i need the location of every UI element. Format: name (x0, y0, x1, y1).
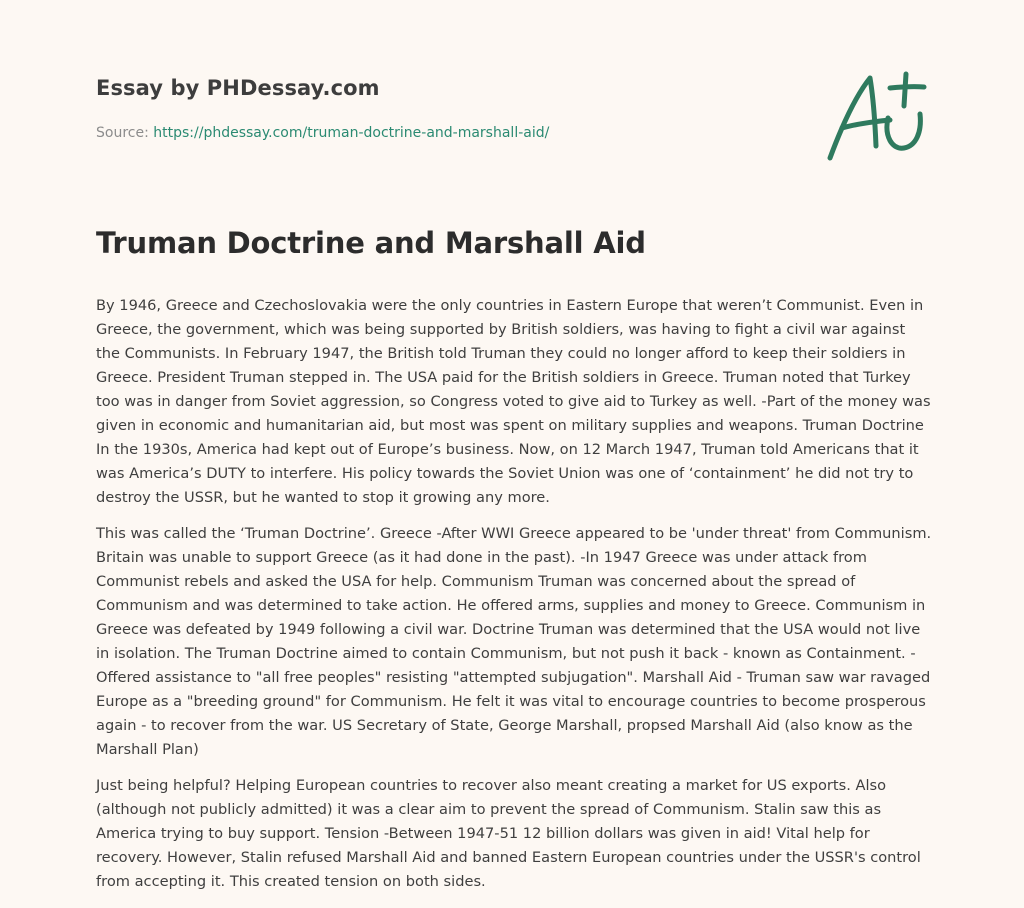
article-title: Truman Doctrine and Marshall Aid (96, 226, 646, 260)
article-body (96, 294, 932, 906)
page-header (96, 76, 928, 141)
source-label: Source: (96, 125, 149, 141)
paragraph-2: This was called the ‘Truman Doctrine’. Greece -After WWI Greece appeared to be 'under threat' from Communism. Britain was unable to support Greece (as it had done in the past). -In 1947 Greece was under attack from Communist rebels and asked the USA for help. Communism Truman was concerned about the spread of Communism and was determined to take action. He offered arms, supplies and money to Greece. Communism in Greece was defeated by 1949 following a civil war. Doctrine Truman was determined that the USA would not live in isolation. The Truman Doctrine aimed to contain Communism, but not push it back - known as Containment. -Offered assistance to "all free peoples" resisting "attempted subjugation". Marshall Aid - Truman saw war ravaged Europe as a "breeding ground" for Communism. He felt it was vital to encourage countries to become prosperous again - to recover from the war. US Secretary of State, George Marshall, propsed Marshall Aid (also know as the Marshall Plan) (96, 525, 932, 758)
a-plus-grade-icon (820, 66, 930, 166)
source-link[interactable]: https://phdessay.com/truman-doctrine-and-marshall-aid/ (153, 125, 550, 141)
paragraph-1: By 1946, Greece and Czechoslovakia were the only countries in Eastern Europe that weren’t Communist. Even in Greece, the government, which was being supported by British soldiers, was having to fight a civil war against the Communists. In February 1947, the British told Truman they could no longer afford to keep their soldiers in Greece. President Truman stepped in. The USA paid for the British soldiers in Greece. Truman noted that Turkey too was in danger from Soviet aggression, so Congress voted to give aid to Turkey as well. -Part of the money was given in economic and humanitarian aid, but most was spent on military supplies and weapons. Truman Doctrine In the 1930s, America had kept out of Europe’s business. Now, on 12 March 1947, Truman told Americans that it was America’s DUTY to interfere. His policy towards the Soviet Union was one of ‘containment’ he did not try to destroy the USSR, but he wanted to stop it growing any more. (96, 297, 931, 506)
brand-title: Essay by PHDessay.com (96, 76, 380, 100)
source-line (96, 125, 549, 141)
paragraph-3: Just being helpful? Helping European countries to recover also meant creating a market for US exports. Also (although not publicly admitted) it was a clear aim to prevent the spread of Communism. Stalin saw this as America trying to buy support. Tension -Between 1947-51 12 billion dollars was given in aid! Vital help for recovery. However, Stalin refused Marshall Aid and banned Eastern European countries under the USSR's control from accepting it. This created tension on both sides. (96, 777, 921, 890)
